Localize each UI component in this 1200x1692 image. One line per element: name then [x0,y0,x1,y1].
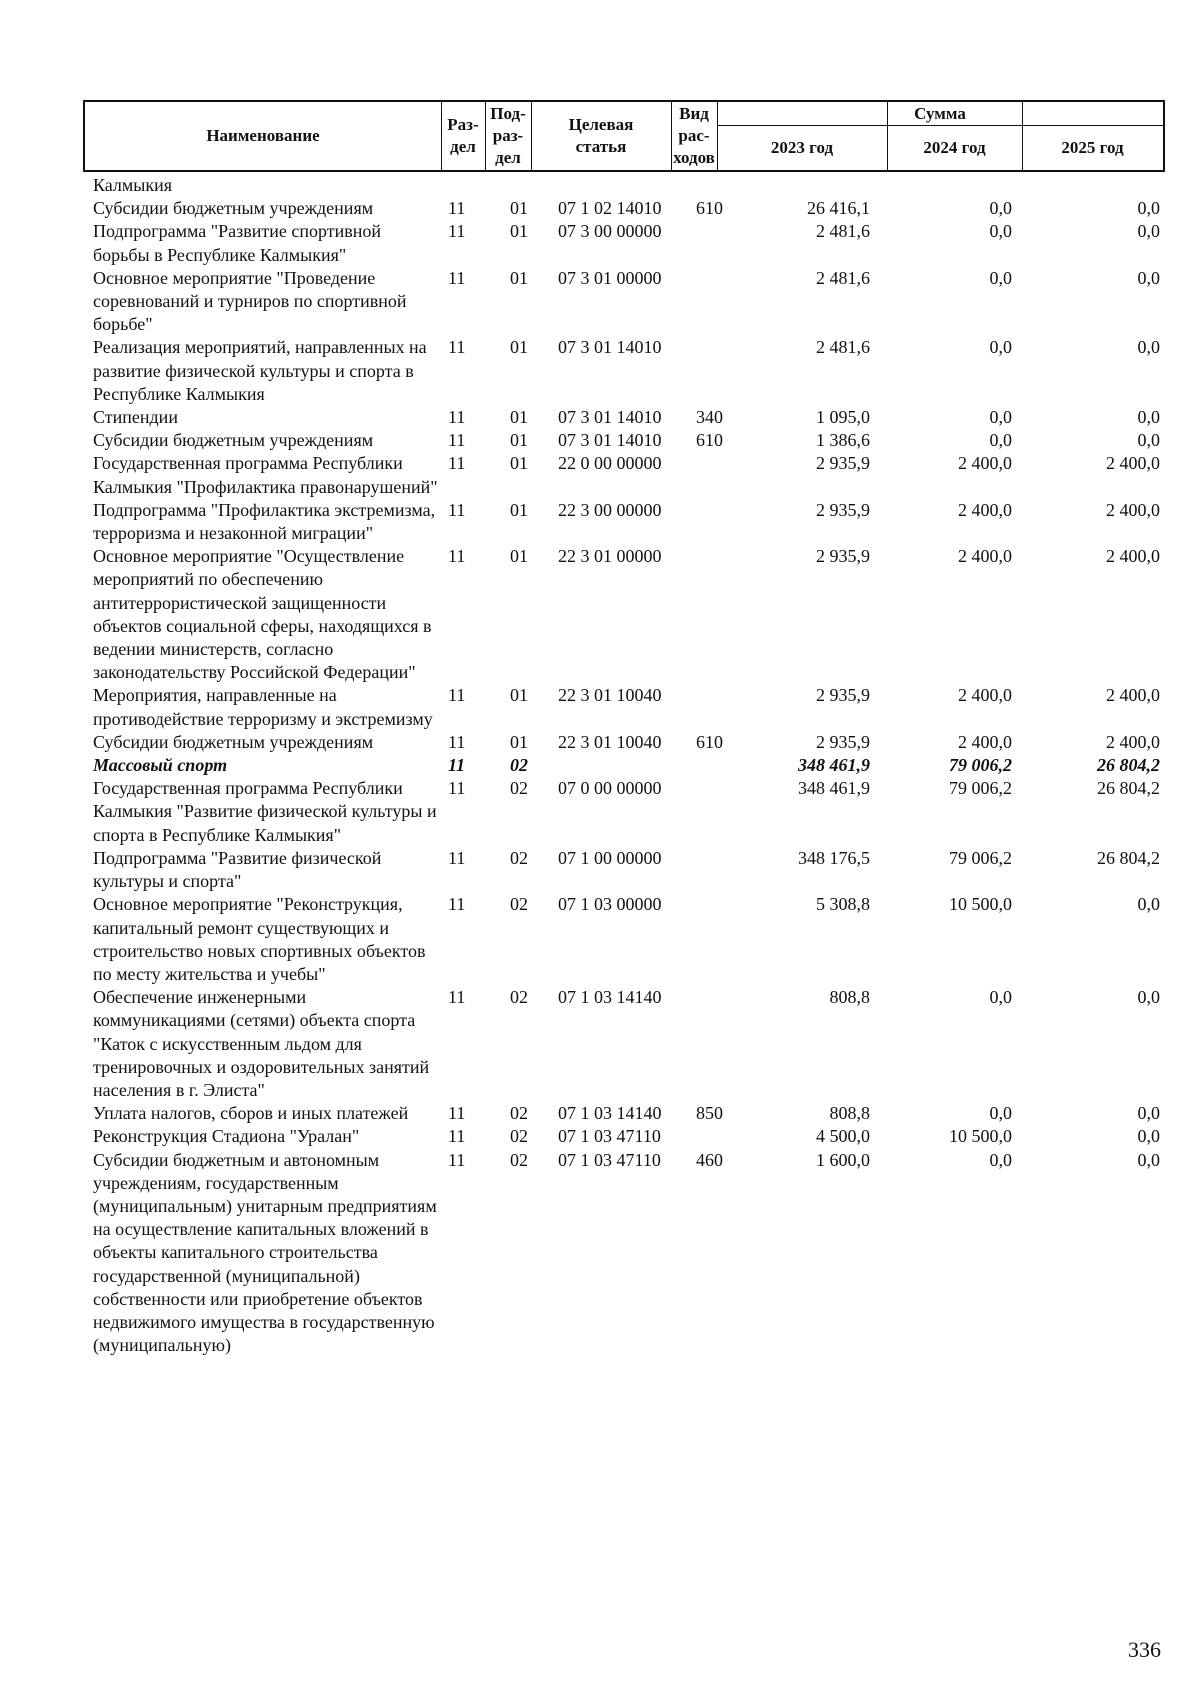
row-sum-2025: 2 400,0 [1106,685,1160,706]
table-row [0,986,1200,1102]
row-sum-2023: 26 416,1 [807,198,870,219]
row-sum-2025: 0,0 [1137,894,1160,915]
row-sum-2024: 0,0 [989,221,1012,242]
table-row [0,499,1200,545]
row-name: Массовый спорт [93,755,228,776]
row-subsection: 01 [510,546,528,567]
row-subsection: 01 [510,337,528,358]
row-sum-2023: 1 600,0 [816,1149,870,1170]
row-sum-2025: 26 804,2 [1097,778,1160,799]
row-name: Калмыкия [93,175,173,195]
row-sum-2023: 2 935,9 [816,731,870,752]
row-target-article: 07 1 03 14140 [558,1103,662,1124]
table-row [0,452,1200,498]
row-section: 11 [448,778,466,799]
row-expense-type: 850 [696,1103,723,1124]
row-target-article: 22 3 01 10040 [558,731,662,752]
row-name: Уплата налогов, сборов и иных платежей [93,1103,409,1124]
row-section: 11 [448,267,466,288]
row-sum-2023: 348 176,5 [798,847,870,868]
row-expense-type: 610 [696,430,723,451]
row-sum-2023: 4 500,0 [816,1126,870,1147]
row-sum-2025: 0,0 [1137,407,1160,428]
row-section: 11 [448,430,466,451]
row-sum-2023: 348 461,9 [798,755,870,776]
header-sum: Сумма [914,103,966,123]
row-target-article: 07 3 00 00000 [558,221,662,242]
row-target-article: 07 1 03 47110 [558,1126,661,1147]
row-section: 11 [448,755,466,776]
row-sum-2023: 348 461,9 [798,778,870,799]
row-sum-2025: 2 400,0 [1106,731,1160,752]
row-sum-2024: 0,0 [989,430,1012,451]
row-sum-2023: 1 095,0 [816,407,870,428]
row-sum-2025: 0,0 [1137,1103,1160,1124]
row-section: 11 [448,987,466,1008]
row-section: 11 [448,221,466,242]
row-name: Государственная программа Республики Калмыкия "Развитие физической культуры и спорта в Республике Калмыкия" [93,778,437,845]
table-row [0,731,1200,754]
table-row [0,1149,1200,1358]
table-row [0,777,1200,847]
row-sum-2025: 0,0 [1137,1126,1160,1147]
row-sum-2024: 79 006,2 [949,778,1012,799]
row-sum-2023: 1 386,6 [816,430,870,451]
row-name: Субсидии бюджетным учреждениям [93,198,374,219]
table-row [0,429,1200,452]
table-row [0,754,1200,777]
row-sum-2025: 2 400,0 [1106,453,1160,474]
table-row [0,684,1200,730]
row-sum-2024: 0,0 [989,267,1012,288]
table-row [0,1125,1200,1148]
row-sum-2023: 2 481,6 [816,267,870,288]
row-sum-2024: 2 400,0 [958,453,1012,474]
row-subsection: 02 [510,1126,528,1147]
row-sum-2025: 0,0 [1137,267,1160,288]
row-section: 11 [448,546,466,567]
table-row [0,174,1200,197]
row-target-article: 07 1 03 47110 [558,1149,661,1170]
row-target-article: 22 3 01 10040 [558,685,662,706]
header-year-2024: 2024 год [923,138,986,157]
row-expense-type: 610 [696,198,723,219]
row-sum-2024: 0,0 [989,198,1012,219]
row-sum-2024: 10 500,0 [949,894,1012,915]
row-target-article: 07 1 00 00000 [558,847,662,868]
row-section: 11 [448,198,466,219]
row-name: Основное мероприятие "Реконструкция, капитальный ремонт существующих и строительство новых спортивных объектов по месту жительства и учебы" [93,894,426,984]
row-name: Реализация мероприятий, направленных на развитие физической культуры и спорта в Республике Калмыкия [93,337,427,404]
row-name: Государственная программа Республики Калмыкия "Профилактика правонарушений" [93,453,438,497]
table-row [0,1102,1200,1125]
table-row [0,220,1200,266]
row-sum-2024: 10 500,0 [949,1126,1012,1147]
row-sum-2023: 2 935,9 [816,546,870,567]
table-row [0,847,1200,893]
row-target-article: 07 3 01 14010 [558,407,662,428]
row-sum-2025: 0,0 [1137,1149,1160,1170]
table-row [0,545,1200,684]
row-sum-2025: 0,0 [1137,430,1160,451]
row-name: Основное мероприятие "Проведение соревнований и турниров по спортивной борьбе" [93,267,407,335]
row-subsection: 01 [510,267,528,288]
row-name: Реконструкция Стадиона "Уралан" [93,1126,360,1147]
row-sum-2024: 79 006,2 [949,847,1012,868]
row-sum-2025: 0,0 [1137,337,1160,358]
row-section: 11 [448,407,466,428]
table-body [0,174,1200,1357]
row-sum-2024: 0,0 [989,1103,1012,1124]
row-subsection: 01 [510,685,528,706]
row-sum-2024: 79 006,2 [949,755,1012,776]
row-subsection: 01 [510,499,528,520]
row-target-article: 07 1 02 14010 [558,198,662,219]
row-sum-2025: 2 400,0 [1106,546,1160,567]
header-section: Раз- дел [447,115,479,156]
row-sum-2023: 2 935,9 [816,453,870,474]
row-name: Обеспечение инженерными коммуникациями (сетями) объекта спорта "Каток с искусственным льдом для тренировочных и оздоровительных занятий населения в г. Элиста" [93,987,430,1100]
row-sum-2024: 2 400,0 [958,685,1012,706]
row-sum-2023: 808,8 [829,1103,870,1124]
row-target-article: 07 3 01 00000 [558,267,662,288]
page-number: 336 [1128,1637,1161,1662]
row-section: 11 [448,847,466,868]
row-name: Основное мероприятие "Осуществление мероприятий по обеспечению антитеррористической защищенности объектов социальной сферы, находящихся в ведении министерств, согласно законодательству Российской Федерации" [93,546,432,683]
row-name: Подпрограмма "Развитие физической культуры и спорта" [93,847,382,892]
row-name: Мероприятия, направленные на противодействие терроризму и экстремизму [93,685,433,729]
row-section: 11 [448,1103,466,1124]
table-row [0,197,1200,220]
table-row [0,336,1200,406]
header-year-2023: 2023 год [770,138,834,157]
row-target-article: 07 1 03 14140 [558,987,662,1008]
row-sum-2024: 0,0 [989,987,1012,1008]
row-subsection: 01 [510,453,528,474]
row-target-article: 07 1 03 00000 [558,894,662,915]
row-subsection: 01 [510,198,528,219]
row-target-article: 07 0 00 00000 [558,778,662,799]
row-expense-type: 340 [696,407,723,428]
row-subsection: 02 [510,847,528,868]
row-target-article: 07 3 01 14010 [558,430,662,451]
row-expense-type: 610 [696,731,723,752]
row-sum-2025: 26 804,2 [1097,755,1160,776]
table-header [83,100,1165,172]
row-sum-2023: 2 935,9 [816,499,870,520]
row-section: 11 [448,453,466,474]
row-section: 11 [448,1149,466,1170]
row-subsection: 02 [510,755,528,776]
row-name: Субсидии бюджетным учреждениям [93,430,374,451]
row-subsection: 02 [510,1149,528,1170]
row-section: 11 [448,894,466,915]
row-subsection: 02 [510,1103,528,1124]
row-sum-2023: 2 935,9 [816,685,870,706]
row-name: Субсидии бюджетным и автономным учреждениям, государственным (муниципальным) унитарным предприятиям на осуществление капитальных вложений в объекты капитального строительства государственной (муниципальной) собственности или приобретение объектов недвижимого имущества в государственную (муниципальную) [93,1149,437,1356]
row-sum-2024: 0,0 [989,1149,1012,1170]
row-target-article: 07 3 01 14010 [558,337,662,358]
row-subsection: 01 [510,731,528,752]
row-expense-type: 460 [696,1149,723,1170]
row-subsection: 01 [510,407,528,428]
row-subsection: 01 [510,221,528,242]
row-target-article: 22 0 00 00000 [558,453,662,474]
row-sum-2024: 2 400,0 [958,731,1012,752]
row-section: 11 [448,499,466,520]
header-name: Наименование [206,126,320,145]
table-row [0,267,1200,337]
row-sum-2023: 5 308,8 [816,894,870,915]
row-sum-2024: 0,0 [989,407,1012,428]
row-section: 11 [448,731,466,752]
row-subsection: 02 [510,894,528,915]
row-sum-2024: 2 400,0 [958,499,1012,520]
row-target-article: 22 3 00 00000 [558,499,662,520]
row-sum-2024: 2 400,0 [958,546,1012,567]
row-target-article: 22 3 01 00000 [558,546,662,567]
row-name: Подпрограмма "Профилактика экстремизма, терроризма и незаконной миграции" [93,499,436,544]
row-sum-2025: 0,0 [1137,221,1160,242]
header-target: Целевая статья [568,115,634,156]
header-type: Вид рас- ходов [673,104,715,167]
row-name: Стипендии [93,407,178,428]
row-section: 11 [448,337,466,358]
row-sum-2023: 2 481,6 [816,337,870,358]
row-subsection: 01 [510,430,528,451]
row-section: 11 [448,685,466,706]
table-row [0,893,1200,986]
row-subsection: 02 [510,778,528,799]
row-sum-2023: 808,8 [829,987,870,1008]
row-sum-2025: 0,0 [1137,198,1160,219]
row-sum-2025: 26 804,2 [1097,847,1160,868]
row-name: Подпрограмма "Развитие спортивной борьбы в Республике Калмыкия" [93,221,382,265]
row-subsection: 02 [510,987,528,1008]
row-sum-2023: 2 481,6 [816,221,870,242]
header-subsection: Под- раз- дел [490,104,526,167]
row-sum-2025: 2 400,0 [1106,499,1160,520]
row-sum-2025: 0,0 [1137,987,1160,1008]
header-year-2025: 2025 год [1061,138,1124,157]
row-name: Субсидии бюджетным учреждениям [93,731,374,752]
row-section: 11 [448,1126,466,1147]
row-sum-2024: 0,0 [989,337,1012,358]
table-row [0,406,1200,429]
